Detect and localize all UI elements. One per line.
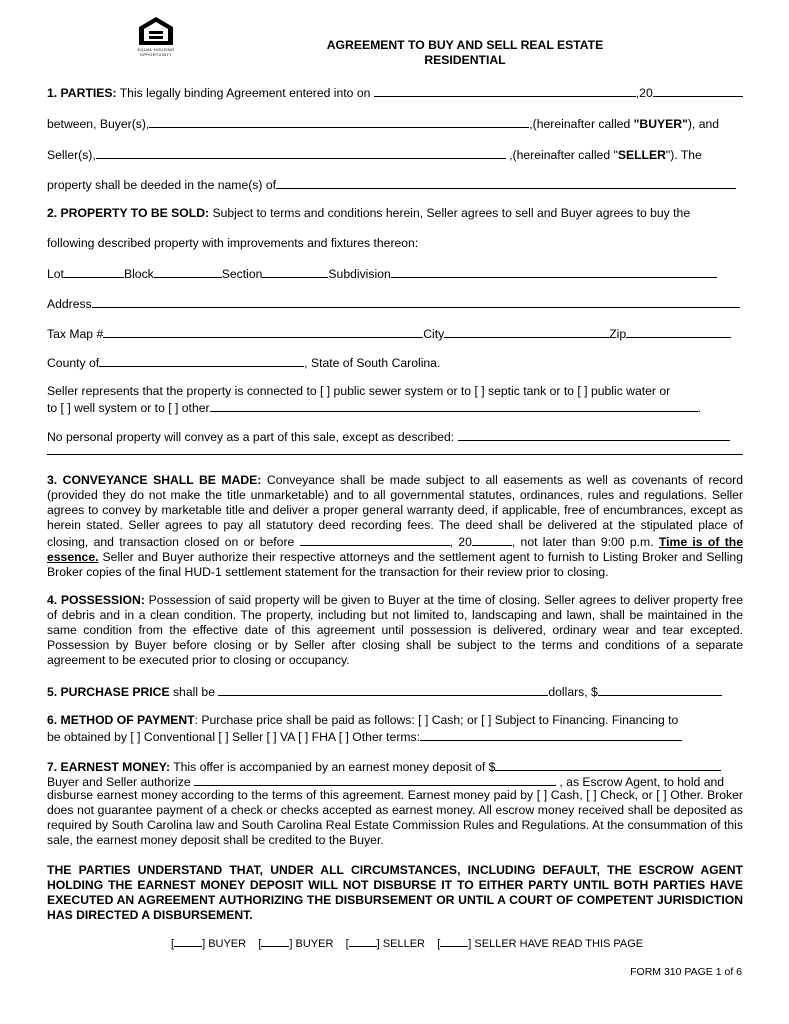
parties-line-3 xyxy=(47,146,743,162)
possession-text: Possession of said property will be given to Buyer at the time of closing. Seller agrees to deliver property free of debris and in a clean condition. The property, including but not limited to, landscaping and lawn, shall be maintained in the same condition from the effective date of this agreement until possession is delivered, ordinary wear and tear excepted. Possession by Buyer before closing or by Seller after closing shall be subject to the terms and conditions of a separate agreement to be executed prior to closing or occupancy. xyxy=(47,593,744,667)
earnest-rest: disburse earnest money according to the terms of this agreement. Earnest money paid by [ ] Cash, [ ] Check, or [ ] Other. Broker does not guarantee payment of a check or checks accepted as earnest money. All escrow money received shall be deposited as required by South Carolina law and South Carolina Real Estate Commission Rules and Regulations. At the consummation of this sale, the earnest money deposit shall be credited to the Buyer. xyxy=(47,788,743,847)
utilities-line-1 xyxy=(47,384,743,400)
seller-called-pre: ,(hereinafter called " xyxy=(505,148,618,162)
payment-text-2: be obtained by [ ] Conventional [ ] Seller [ ] VA [ ] FHA [ ] Other terms: xyxy=(47,730,421,744)
buyer-names-field[interactable] xyxy=(149,115,529,128)
document-title xyxy=(300,38,630,68)
escrow-notice: THE PARTIES UNDERSTAND THAT, UNDER ALL CIRCUMSTANCES, INCLUDING DEFAULT, THE ESCROW AGENT HOLDING THE EARNEST MONEY DEPOSIT WILL NOT DISBURSE IT TO EITHER PARTY UNTIL BOTH PARTIES HAVE EXECUTED AN AGREEMENT AUTHORIZING THE DISBURSEMENT OR UNTIL A COURT OF COMPETENT JURISDICTION HAS DIRECTED A DISBURSEMENT. xyxy=(47,863,743,922)
address-field[interactable] xyxy=(92,295,740,308)
initials-buyer-2: BUYER xyxy=(295,938,334,950)
property-heading: 2. PROPERTY TO BE SOLD: xyxy=(47,206,210,220)
county-label: County of xyxy=(47,356,100,370)
state-label: , State of South Carolina. xyxy=(304,356,441,370)
address-line xyxy=(47,295,743,311)
deeded-names-field[interactable] xyxy=(276,176,736,189)
year-prefix: ,20 xyxy=(635,86,653,100)
earnest-line-2 xyxy=(47,773,743,789)
deeded-line xyxy=(47,176,743,192)
seller-called-post: "). The xyxy=(665,148,702,162)
earnest-heading: 7. EARNEST MONEY: xyxy=(47,760,171,774)
block-label: Block xyxy=(123,267,154,281)
earnest-text-1: This offer is accompanied by an earnest money deposit of $ xyxy=(170,760,496,774)
city-label: City xyxy=(423,327,445,341)
payment-text-1: : Purchase price shall be paid as follows: [ ] Cash; or [ ] Subject to Financing. Financing to xyxy=(194,713,679,727)
taxmap-field[interactable] xyxy=(103,325,423,338)
subdivision-field[interactable] xyxy=(391,265,717,278)
lot-label: Lot xyxy=(47,267,64,281)
personal-field[interactable] xyxy=(458,428,730,441)
seller-called-bold: SELLER xyxy=(617,148,666,162)
seller-names-field[interactable] xyxy=(96,146,506,159)
closing-year-field[interactable] xyxy=(472,533,512,546)
price-amount-field[interactable] xyxy=(598,683,722,696)
form-footer: FORM 310 PAGE 1 of 6 xyxy=(630,966,742,978)
property-line-1 xyxy=(47,206,743,222)
dollars-label: dollars, $ xyxy=(548,685,598,699)
agreement-date-field[interactable] xyxy=(374,84,636,97)
zip-label: Zip xyxy=(609,327,627,341)
lot-field[interactable] xyxy=(64,265,124,278)
utilities-text-1: Seller represents that the property is connected to [ ] public sewer system or to [ ] septic tank or to [ ] public water or xyxy=(47,384,671,398)
payment-heading: 6. METHOD OF PAYMENT xyxy=(47,713,195,727)
property-text-2: following described property with improvements and fixtures thereon: xyxy=(47,236,419,250)
personal-line xyxy=(47,428,743,444)
section-field[interactable] xyxy=(262,265,328,278)
conveyance-text: Conveyance shall be made subject to all easements as well as covenants of record (provided they do not make the title unmarketable) and to all governmental statutes, ordinances, rules and regulations. Seller agrees to convey by marketable title and deliver a proper general warranty deed, if applicable, free of encumbrances, except as herein stated. Seller agrees to pay all statutory deed recording fees. The deed shall be delivered at the stipulated place of closing, and transaction closed on or before xyxy=(47,473,743,549)
seller-initials-1-field[interactable] xyxy=(349,937,377,947)
seller-initials-2-field[interactable] xyxy=(440,937,468,947)
conveyance-after: , not later than 9:00 p.m. xyxy=(511,535,659,549)
price-line xyxy=(47,683,743,699)
closing-year-prefix: , 20 xyxy=(449,535,472,549)
parties-intro: This legally binding Agreement entered into on xyxy=(119,86,371,100)
county-field[interactable] xyxy=(99,354,304,367)
possession-paragraph xyxy=(47,593,743,668)
buyer-initials-2-field[interactable] xyxy=(261,937,289,947)
utilities-line-2 xyxy=(47,399,743,415)
subdivision-label: Subdivision xyxy=(328,267,391,281)
initials-row: [ ] BUYER [ ] BUYER [ ] SELLER [ ] SELLER HAVE READ THIS PAGE xyxy=(171,938,644,950)
earnest-paragraph xyxy=(47,788,743,848)
block-field[interactable] xyxy=(154,265,222,278)
possession-heading: 4. POSSESSION: xyxy=(47,593,145,607)
closing-date-field[interactable] xyxy=(300,533,450,546)
taxmap-label: Tax Map # xyxy=(47,327,104,341)
section-label: Section xyxy=(221,267,263,281)
parties-line-2 xyxy=(47,115,743,131)
escrow-agent-field[interactable] xyxy=(194,773,556,786)
parties-line-1 xyxy=(47,84,743,100)
deeded-label: property shall be deeded in the name(s) of xyxy=(47,178,276,192)
address-label: Address xyxy=(47,297,92,311)
conveyance-heading: 3. CONVEYANCE SHALL BE MADE: xyxy=(47,473,262,487)
equal-housing-logo xyxy=(134,16,178,58)
buyer-called-pre: ,(hereinafter called xyxy=(529,117,634,131)
property-line-2 xyxy=(47,236,743,252)
conveyance-rest: Seller and Buyer authorize their respective attorneys and the settlement agent to furnish to Listing Broker and Selling Broker copies of the final HUD-1 settlement statement for the transaction for their review prior to closing. xyxy=(47,550,743,579)
time-essence: Time is of the essence. xyxy=(47,535,743,564)
earnest-text-2: Buyer and Seller authorize xyxy=(47,775,195,789)
personal-label: No personal property will convey as a part of this sale, except as described: xyxy=(47,430,458,444)
buyer-called-post: ), and xyxy=(687,117,720,131)
payment-line-2 xyxy=(47,728,743,744)
initials-seller-2: SELLER HAVE READ THIS PAGE xyxy=(474,938,644,950)
earnest-line-1 xyxy=(47,758,743,774)
buyer-initials-1-field[interactable] xyxy=(174,937,202,947)
payment-line-1 xyxy=(47,713,743,729)
title-line-1: AGREEMENT TO BUY AND SELL REAL ESTATE xyxy=(326,38,604,52)
equal-housing-icon xyxy=(134,16,178,46)
zip-field[interactable] xyxy=(626,325,731,338)
buyer-called-bold: "BUYER" xyxy=(633,117,688,131)
conveyance-paragraph xyxy=(47,473,743,580)
agreement-year-field[interactable] xyxy=(653,84,743,97)
between-buyers-label: between, Buyer(s), xyxy=(47,117,150,131)
other-terms-field[interactable] xyxy=(420,728,682,741)
lot-line xyxy=(47,265,743,281)
seller-label: Seller(s), xyxy=(47,148,96,162)
county-line xyxy=(47,354,743,370)
logo-text-bottom: OPPORTUNITY xyxy=(139,52,173,57)
price-heading: 5. PURCHASE PRICE xyxy=(47,685,170,699)
city-field[interactable] xyxy=(444,325,609,338)
price-words-field[interactable] xyxy=(218,683,548,696)
initials-seller-1: SELLER xyxy=(382,938,426,950)
title-line-2: RESIDENTIAL xyxy=(424,53,506,67)
parties-heading: 1. PARTIES: xyxy=(47,86,117,100)
utilities-other-field[interactable] xyxy=(210,399,698,412)
escrow-text: , as Escrow Agent, to hold and xyxy=(556,775,725,789)
utilities-text-2: to [ ] well system or to [ ] other xyxy=(47,401,210,415)
utilities-period: . xyxy=(697,401,701,415)
property-text: Subject to terms and conditions herein, Seller agrees to sell and Buyer agrees to buy the xyxy=(209,206,691,220)
price-text: shall be xyxy=(169,685,219,699)
personal-field-line-2[interactable] xyxy=(47,454,743,455)
taxmap-line xyxy=(47,325,743,341)
initials-buyer-1: BUYER xyxy=(208,938,247,950)
logo-text-top: EQUAL HOUSING xyxy=(137,47,175,52)
earnest-amount-field[interactable] xyxy=(495,758,721,771)
